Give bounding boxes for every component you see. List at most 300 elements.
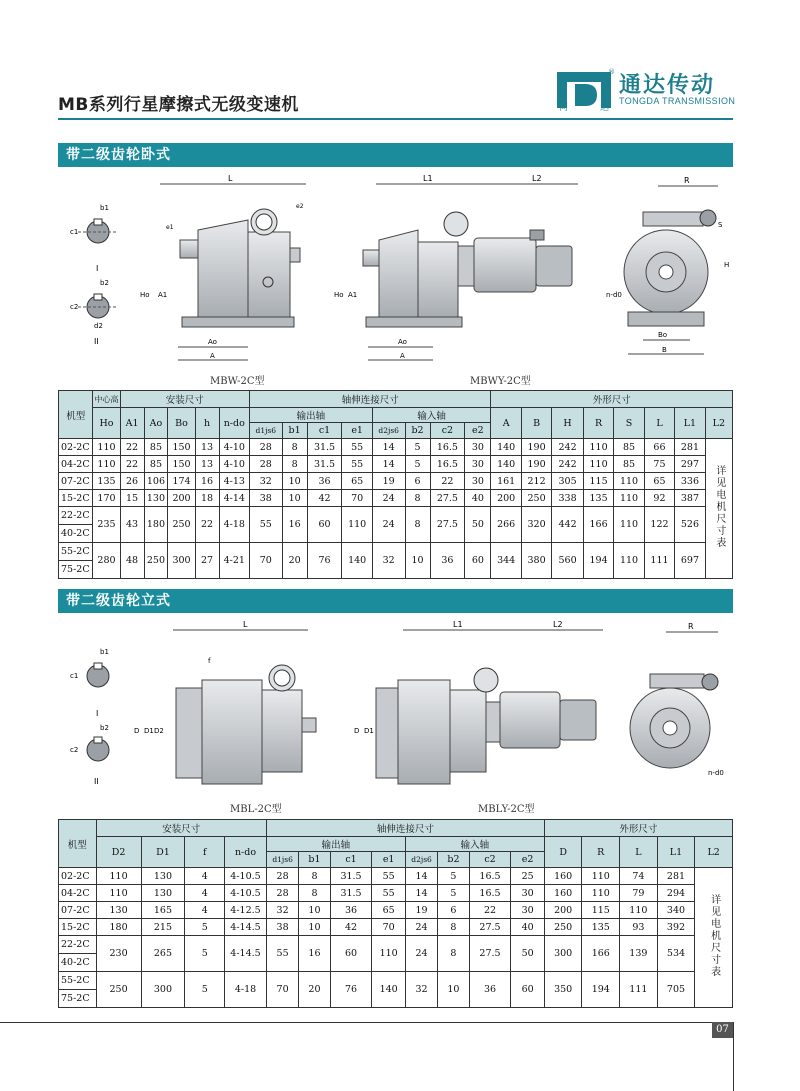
value-cell: 110 <box>582 885 620 902</box>
value-cell: 344 <box>491 543 521 579</box>
value-cell: 150 <box>168 439 195 456</box>
value-cell: 180 <box>144 507 168 543</box>
col-l: L <box>644 408 674 439</box>
col-s: S <box>614 408 644 439</box>
value-cell: 115 <box>583 473 613 490</box>
svg-text:D1: D1 <box>364 727 374 735</box>
v-col-e1: e1 <box>372 852 405 868</box>
value-cell: 50 <box>465 507 491 543</box>
col-b: B <box>521 408 551 439</box>
value-cell: 392 <box>657 919 695 936</box>
v-col-f: f <box>185 837 225 868</box>
svg-text:c2: c2 <box>70 303 79 311</box>
value-cell: 110 <box>96 868 141 885</box>
value-cell: 18 <box>195 490 219 507</box>
col-d1: d1js6 <box>249 423 282 439</box>
value-cell: 297 <box>675 456 705 473</box>
value-cell: 20 <box>282 543 307 579</box>
value-cell: 174 <box>168 473 195 490</box>
svg-text:L: L <box>228 174 233 183</box>
col-c2: c2 <box>430 423 465 439</box>
value-cell: 320 <box>521 507 551 543</box>
v-col-b2: b2 <box>438 852 469 868</box>
value-cell: 8 <box>282 456 307 473</box>
svg-text:Bo: Bo <box>658 331 668 339</box>
value-cell: 110 <box>614 543 644 579</box>
value-cell: 166 <box>583 507 613 543</box>
svg-text:L2: L2 <box>532 174 542 183</box>
svg-text:b2: b2 <box>100 279 109 287</box>
value-cell: 194 <box>582 972 620 1008</box>
value-cell: 70 <box>266 972 298 1008</box>
value-cell: 4-12.5 <box>225 902 267 919</box>
value-cell: 387 <box>675 490 705 507</box>
model-cell: 07-2C <box>59 473 93 490</box>
caption-mbl-2c: MBL-2C型 <box>230 804 282 815</box>
value-cell: 28 <box>266 868 298 885</box>
svg-text:n-d0: n-d0 <box>708 769 724 777</box>
value-cell: 30 <box>465 473 491 490</box>
col-group-input: 输入轴 <box>372 408 491 423</box>
col-bo: Bo <box>168 408 195 439</box>
table-row <box>59 902 733 919</box>
value-cell: 55 <box>372 868 405 885</box>
value-cell: 8 <box>438 936 469 972</box>
value-cell: 27.5 <box>469 936 511 972</box>
value-cell: 65 <box>372 902 405 919</box>
value-cell: 705 <box>657 972 695 1008</box>
value-cell: 16 <box>282 507 307 543</box>
value-cell: 280 <box>93 543 120 579</box>
table-row <box>59 439 733 456</box>
page-number: 07 <box>712 1022 733 1038</box>
motor-note-cell <box>705 439 732 579</box>
table-row <box>59 885 733 902</box>
value-cell: 92 <box>644 490 674 507</box>
value-cell: 30 <box>465 456 491 473</box>
value-cell: 140 <box>491 439 521 456</box>
value-cell: 338 <box>552 490 584 507</box>
value-cell: 8 <box>299 885 330 902</box>
col-l1: L1 <box>675 408 705 439</box>
value-cell: 24 <box>405 936 437 972</box>
value-cell: 31.5 <box>330 868 372 885</box>
value-cell: 294 <box>657 885 695 902</box>
col-b2: b2 <box>405 423 430 439</box>
value-cell: 110 <box>583 456 613 473</box>
value-cell: 111 <box>620 972 658 1008</box>
value-cell: 140 <box>342 543 372 579</box>
table-row <box>59 507 733 525</box>
value-cell: 19 <box>405 902 437 919</box>
svg-text:L2: L2 <box>553 620 563 629</box>
value-cell: 85 <box>614 439 644 456</box>
table-row <box>59 490 733 507</box>
value-cell: 10 <box>282 473 307 490</box>
value-cell: 28 <box>249 439 282 456</box>
logo-english-text: TONGDA TRANSMISSION <box>619 96 736 106</box>
motor-note-cell <box>695 868 733 1008</box>
value-cell: 4-13 <box>219 473 249 490</box>
v-col-ndo: n-do <box>225 837 267 868</box>
col-ho: Ho <box>93 408 120 439</box>
value-cell: 200 <box>491 490 521 507</box>
motor-note-text: 详见电机尺寸表 <box>713 465 725 549</box>
value-cell: 166 <box>582 936 620 972</box>
value-cell: 5 <box>405 439 430 456</box>
value-cell: 110 <box>582 868 620 885</box>
value-cell: 70 <box>249 543 282 579</box>
value-cell: 140 <box>491 456 521 473</box>
value-cell: 194 <box>583 543 613 579</box>
side-view-v-drawing <box>630 622 724 777</box>
svg-text:Ao: Ao <box>398 338 407 346</box>
v-col-r: R <box>582 837 620 868</box>
value-cell: 235 <box>93 507 120 543</box>
vertical-spec-table <box>58 819 733 1008</box>
value-cell: 4-18 <box>219 507 249 543</box>
value-cell: 4-14.5 <box>225 919 267 936</box>
value-cell: 8 <box>438 919 469 936</box>
col-a1: A1 <box>120 408 144 439</box>
value-cell: 55 <box>266 936 298 972</box>
header-rule <box>58 118 733 120</box>
footer-strip <box>733 1022 734 1091</box>
value-cell: 4-10 <box>219 439 249 456</box>
value-cell: 4-10.5 <box>225 868 267 885</box>
value-cell: 110 <box>614 490 644 507</box>
table-row <box>59 868 733 885</box>
value-cell: 110 <box>583 439 613 456</box>
mbwy-2c-drawing <box>334 174 578 360</box>
svg-text:c1: c1 <box>70 228 79 236</box>
value-cell: 350 <box>544 972 582 1008</box>
value-cell: 4-14 <box>219 490 249 507</box>
value-cell: 161 <box>491 473 521 490</box>
svg-text:n-d0: n-d0 <box>606 291 622 299</box>
value-cell: 40 <box>511 919 544 936</box>
col-group-outline: 外形尺寸 <box>491 391 733 408</box>
footer-rule <box>0 1022 712 1023</box>
value-cell: 27.5 <box>430 490 465 507</box>
caption-mbwy-2c: MBWY-2C型 <box>470 376 531 387</box>
v-col-group-output: 输出轴 <box>266 837 405 852</box>
svg-text:A: A <box>210 352 215 360</box>
col-a: A <box>491 408 521 439</box>
svg-text:R: R <box>684 176 690 185</box>
value-cell: 32 <box>266 902 298 919</box>
value-cell: 16 <box>299 936 330 972</box>
value-cell: 32 <box>405 972 437 1008</box>
value-cell: 190 <box>521 439 551 456</box>
vertical-diagrams <box>58 618 733 798</box>
value-cell: 300 <box>168 543 195 579</box>
value-cell: 22 <box>120 439 144 456</box>
value-cell: 190 <box>521 456 551 473</box>
value-cell: 28 <box>266 885 298 902</box>
value-cell: 242 <box>552 439 584 456</box>
col-center-height: 中心高 <box>93 391 120 408</box>
svg-text:L1: L1 <box>423 174 433 183</box>
caption-mbw-2c: MBW-2C型 <box>210 376 265 387</box>
value-cell: 230 <box>96 936 141 972</box>
value-cell: 200 <box>168 490 195 507</box>
value-cell: 265 <box>141 936 185 972</box>
col-group-install: 安装尺寸 <box>120 391 249 408</box>
value-cell: 10 <box>299 919 330 936</box>
col-h: h <box>195 408 219 439</box>
model-cell: 04-2C <box>59 885 97 902</box>
v-col-e2: e2 <box>511 852 544 868</box>
mbw-2c-drawing <box>140 174 306 360</box>
svg-text:L: L <box>243 620 248 629</box>
value-cell: 5 <box>185 936 225 972</box>
value-cell: 160 <box>544 885 582 902</box>
svg-text:I: I <box>96 264 99 273</box>
value-cell: 76 <box>307 543 342 579</box>
value-cell: 115 <box>582 902 620 919</box>
shaft-section-I <box>70 204 118 273</box>
v-col-d1js6: d1js6 <box>266 852 298 868</box>
value-cell: 31.5 <box>307 456 342 473</box>
col-r: R <box>583 408 613 439</box>
col-l2: L2 <box>705 408 732 439</box>
value-cell: 31.5 <box>330 885 372 902</box>
value-cell: 442 <box>552 507 584 543</box>
value-cell: 300 <box>141 972 185 1008</box>
svg-text:c1: c1 <box>70 672 79 680</box>
value-cell: 560 <box>552 543 584 579</box>
logo-brand-text: 通达传动 <box>619 73 716 98</box>
value-cell: 106 <box>144 473 168 490</box>
value-cell: 135 <box>582 919 620 936</box>
table-row <box>59 473 733 490</box>
col-ndo: n-do <box>219 408 249 439</box>
value-cell: 305 <box>552 473 584 490</box>
value-cell: 40 <box>465 490 491 507</box>
value-cell: 110 <box>93 439 120 456</box>
value-cell: 48 <box>120 543 144 579</box>
svg-text:D1: D1 <box>144 727 154 735</box>
value-cell: 70 <box>342 490 372 507</box>
horizontal-spec-table <box>58 390 733 579</box>
table-row <box>59 936 733 954</box>
svg-text:II: II <box>94 777 99 786</box>
value-cell: 19 <box>372 473 405 490</box>
value-cell: 250 <box>96 972 141 1008</box>
svg-text:b1: b1 <box>100 648 109 656</box>
value-cell: 55 <box>342 456 372 473</box>
page-title: MB系列行星摩擦式无级变速机 <box>58 95 299 115</box>
v-col-l2: L2 <box>695 837 733 868</box>
value-cell: 140 <box>372 972 405 1008</box>
v-col-group-outline: 外形尺寸 <box>544 820 732 837</box>
value-cell: 110 <box>620 902 658 919</box>
value-cell: 5 <box>185 919 225 936</box>
value-cell: 32 <box>372 543 405 579</box>
value-cell: 4-18 <box>225 972 267 1008</box>
svg-text:D2: D2 <box>154 727 164 735</box>
value-cell: 30 <box>511 902 544 919</box>
value-cell: 250 <box>521 490 551 507</box>
value-cell: 60 <box>307 507 342 543</box>
v-col-d2: D2 <box>96 837 141 868</box>
value-cell: 13 <box>195 456 219 473</box>
value-cell: 281 <box>657 868 695 885</box>
value-cell: 180 <box>96 919 141 936</box>
svg-text:c2: c2 <box>70 746 79 754</box>
value-cell: 4-10 <box>219 456 249 473</box>
model-cell: 02-2C <box>59 868 97 885</box>
section-bar-vertical: 带二级齿轮立式 <box>58 589 733 613</box>
value-cell: 10 <box>299 902 330 919</box>
value-cell: 22 <box>469 902 511 919</box>
value-cell: 242 <box>552 456 584 473</box>
value-cell: 66 <box>644 439 674 456</box>
value-cell: 27 <box>195 543 219 579</box>
v-col-c2: c2 <box>469 852 511 868</box>
value-cell: 55 <box>342 439 372 456</box>
col-c1: c1 <box>307 423 342 439</box>
value-cell: 150 <box>168 456 195 473</box>
value-cell: 43 <box>120 507 144 543</box>
value-cell: 75 <box>644 456 674 473</box>
v-col-l: L <box>620 837 658 868</box>
value-cell: 5 <box>438 868 469 885</box>
svg-text:e2: e2 <box>296 203 304 210</box>
value-cell: 8 <box>405 507 430 543</box>
value-cell: 36 <box>430 543 465 579</box>
value-cell: 28 <box>249 456 282 473</box>
v-col-d: D <box>544 837 582 868</box>
mblY-2c-drawing <box>354 620 603 784</box>
mbl-2c-drawing <box>134 620 316 784</box>
svg-text:Ao: Ao <box>208 338 217 346</box>
col-group-output: 输出轴 <box>249 408 372 423</box>
value-cell: 60 <box>330 936 372 972</box>
value-cell: 36 <box>469 972 511 1008</box>
svg-text:d2: d2 <box>94 322 103 330</box>
svg-text:b1: b1 <box>100 204 109 212</box>
value-cell: 60 <box>465 543 491 579</box>
value-cell: 85 <box>144 456 168 473</box>
value-cell: 22 <box>120 456 144 473</box>
value-cell: 5 <box>405 456 430 473</box>
value-cell: 250 <box>168 507 195 543</box>
value-cell: 5 <box>185 972 225 1008</box>
value-cell: 8 <box>299 868 330 885</box>
model-cell: 04-2C <box>59 456 93 473</box>
value-cell: 26 <box>120 473 144 490</box>
value-cell: 135 <box>93 473 120 490</box>
side-view-drawing <box>606 176 729 354</box>
section-bar-horizontal: 带二级齿轮卧式 <box>58 143 733 167</box>
value-cell: 111 <box>644 543 674 579</box>
model-cell: 15-2C <box>59 490 93 507</box>
v-col-c1: c1 <box>330 852 372 868</box>
model-cell: 75-2C <box>59 561 93 579</box>
v-col-group-input: 输入轴 <box>405 837 544 852</box>
v-col-b1: b1 <box>299 852 330 868</box>
v-col-d2js6: d2js6 <box>405 852 437 868</box>
model-cell: 40-2C <box>59 954 97 972</box>
value-cell: 110 <box>614 473 644 490</box>
value-cell: 4 <box>185 885 225 902</box>
value-cell: 110 <box>614 507 644 543</box>
value-cell: 79 <box>620 885 658 902</box>
value-cell: 50 <box>511 936 544 972</box>
svg-text:b2: b2 <box>100 724 109 732</box>
value-cell: 380 <box>521 543 551 579</box>
value-cell: 76 <box>330 972 372 1008</box>
value-cell: 14 <box>405 885 437 902</box>
value-cell: 139 <box>620 936 658 972</box>
value-cell: 22 <box>195 507 219 543</box>
value-cell: 24 <box>372 507 405 543</box>
table-row <box>59 972 733 990</box>
value-cell: 27.5 <box>430 507 465 543</box>
svg-text:f: f <box>208 657 211 665</box>
model-cell: 75-2C <box>59 990 97 1008</box>
svg-text:达: 达 <box>600 103 610 112</box>
value-cell: 250 <box>544 919 582 936</box>
svg-text:S: S <box>718 221 723 229</box>
v-col-l1: L1 <box>657 837 695 868</box>
model-cell: 02-2C <box>59 439 93 456</box>
value-cell: 122 <box>644 507 674 543</box>
value-cell: 110 <box>372 936 405 972</box>
value-cell: 36 <box>307 473 342 490</box>
value-cell: 4-10.5 <box>225 885 267 902</box>
svg-text:I: I <box>96 709 99 718</box>
model-cell: 55-2C <box>59 972 97 990</box>
value-cell: 85 <box>614 456 644 473</box>
value-cell: 14 <box>372 439 405 456</box>
value-cell: 165 <box>141 902 185 919</box>
value-cell: 14 <box>405 868 437 885</box>
value-cell: 534 <box>657 936 695 972</box>
value-cell: 110 <box>96 885 141 902</box>
value-cell: 160 <box>544 868 582 885</box>
value-cell: 32 <box>249 473 282 490</box>
value-cell: 170 <box>93 490 120 507</box>
v-col-group-shaft: 轴伸连接尺寸 <box>266 820 544 837</box>
col-d2: d2js6 <box>372 423 405 439</box>
value-cell: 42 <box>307 490 342 507</box>
value-cell: 85 <box>144 439 168 456</box>
value-cell: 65 <box>342 473 372 490</box>
value-cell: 10 <box>438 972 469 1008</box>
value-cell: 16.5 <box>469 868 511 885</box>
svg-text:®: ® <box>608 68 615 76</box>
value-cell: 110 <box>93 456 120 473</box>
value-cell: 24 <box>405 919 437 936</box>
model-cell: 15-2C <box>59 919 97 936</box>
v-col-group-install: 安装尺寸 <box>96 820 266 837</box>
value-cell: 4-14.5 <box>225 936 267 972</box>
svg-text:II: II <box>94 337 99 346</box>
table-row <box>59 456 733 473</box>
value-cell: 130 <box>141 868 185 885</box>
value-cell: 30 <box>511 885 544 902</box>
value-cell: 300 <box>544 936 582 972</box>
value-cell: 31.5 <box>307 439 342 456</box>
value-cell: 130 <box>141 885 185 902</box>
svg-text:e1: e1 <box>166 224 174 231</box>
table-row <box>59 919 733 936</box>
value-cell: 130 <box>144 490 168 507</box>
caption-mbly-2c: MBLY-2C型 <box>478 804 535 815</box>
